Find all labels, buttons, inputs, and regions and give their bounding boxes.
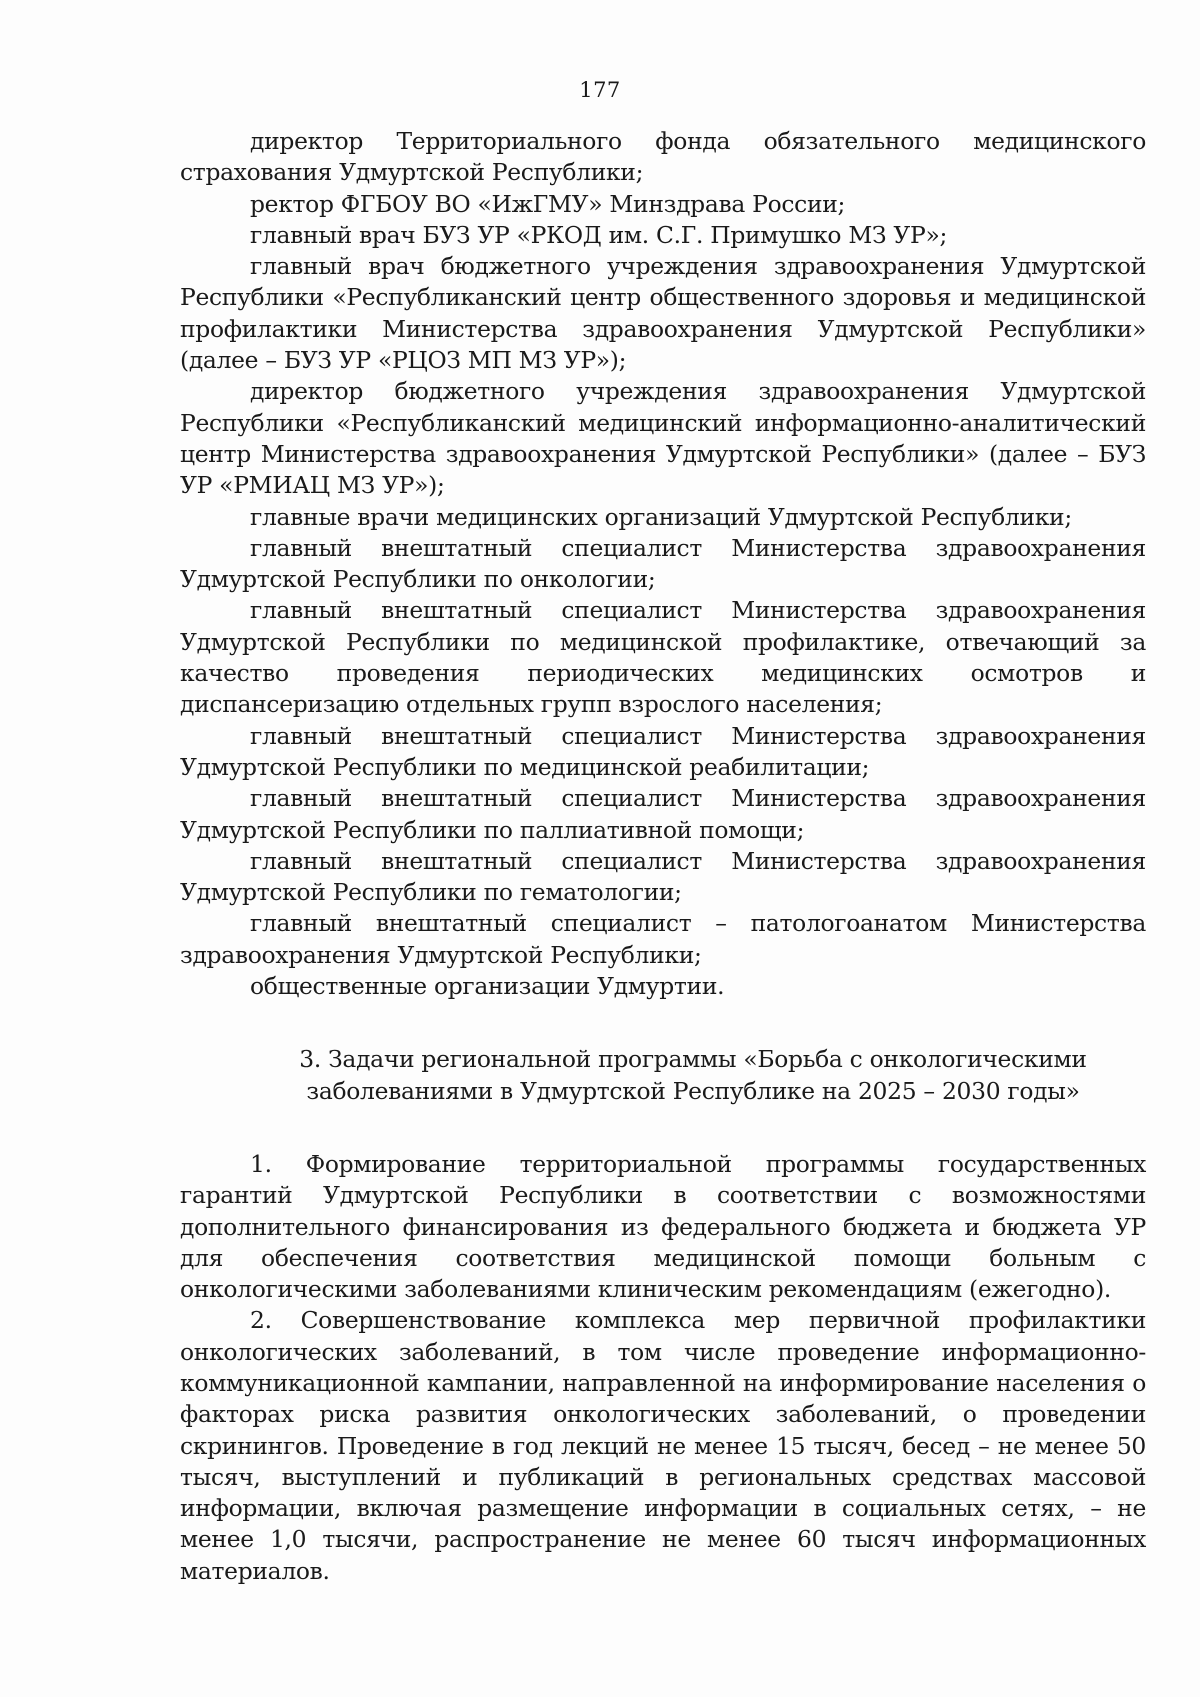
participant-item: главный внештатный специалист Министерства здравоохранения Удмуртской Республики по медицинской профилактике, отвечающий за качество проведения периодических медицинских осмотров и диспансеризацию отдельных групп взрослого населения; xyxy=(180,596,1146,719)
participant-item: общественные организации Удмуртии. xyxy=(250,972,725,1001)
participant-item: главный внештатный специалист Министерства здравоохранения Удмуртской Республики по онкологии; xyxy=(180,533,1146,594)
participant-item: главный врач бюджетного учреждения здравоохранения Удмуртской Республики «Республиканский центр общественного здоровья и медицинской профилактики Министерства здравоохранения Удмуртской Республики» (далее – БУЗ УР «РЦОЗ МП МЗ УР»); xyxy=(180,252,1146,375)
document-body xyxy=(180,126,1146,1587)
section-heading xyxy=(180,1044,1146,1107)
participant-item: главный внештатный специалист Министерства здравоохранения Удмуртской Республики по гематологии; xyxy=(180,846,1146,907)
participant-item: главный внештатный специалист – патологоанатом Министерства здравоохранения Удмуртской Республики; xyxy=(180,909,1146,969)
participant-item: директор бюджетного учреждения здравоохранения Удмуртской Республики «Республиканский медицинский информационно-аналитический центр Министерства здравоохранения Удмуртской Республики» (далее – БУЗ УР «РМИАЦ МЗ УР»); xyxy=(180,377,1146,500)
participant-item: директор Территориального фонда обязательного медицинского страхования Удмуртской Республики; xyxy=(180,127,1146,187)
participant-item: главный внештатный специалист Министерства здравоохранения Удмуртской Республики по медицинской реабилитации; xyxy=(180,721,1146,781)
page-number: 177 xyxy=(579,78,621,102)
participant-item: главный внештатный специалист Министерства здравоохранения Удмуртской Республики по паллиативной помощи; xyxy=(180,784,1146,844)
section-heading-line-1: 3. Задачи региональной программы «Борьба с онкологическими xyxy=(299,1045,1087,1074)
participant-item: главные врачи медицинских организаций Удмуртской Республики; xyxy=(250,502,1072,531)
section-heading-line-2: заболеваниями в Удмуртской Республике на 2025 – 2030 годы» xyxy=(306,1076,1080,1105)
participant-item: ректор ФГБОУ ВО «ИжГМУ» Минздрава России; xyxy=(250,189,846,218)
task-item: 2. Совершенствование комплекса мер первичной профилактики онкологических заболеваний, в том числе проведение информационно-коммуникационной кампании, направленной на информирование населения о факторах риска развития онкологических заболеваний, о проведении скринингов. Проведение в год лекций не менее 15 тысяч, бесед – не менее 50 тысяч, выступлений и публикаций в региональных средствах массовой информации, включая размещение информации в социальных сетях, – не менее 1,0 тысячи, распространение не менее 60 тысяч информационных материалов. xyxy=(180,1306,1146,1585)
participant-item: главный врач БУЗ УР «РКОД им. С.Г. Примушко МЗ УР»; xyxy=(250,220,948,249)
task-item: 1. Формирование территориальной программы государственных гарантий Удмуртской Республики в соответствии с возможностями дополнительного финансирования из федерального бюджета и бюджета УР для обеспечения соответствия медицинской помощи больным с онкологическими заболеваниями клиническим рекомендациям (ежегодно). xyxy=(180,1149,1146,1304)
